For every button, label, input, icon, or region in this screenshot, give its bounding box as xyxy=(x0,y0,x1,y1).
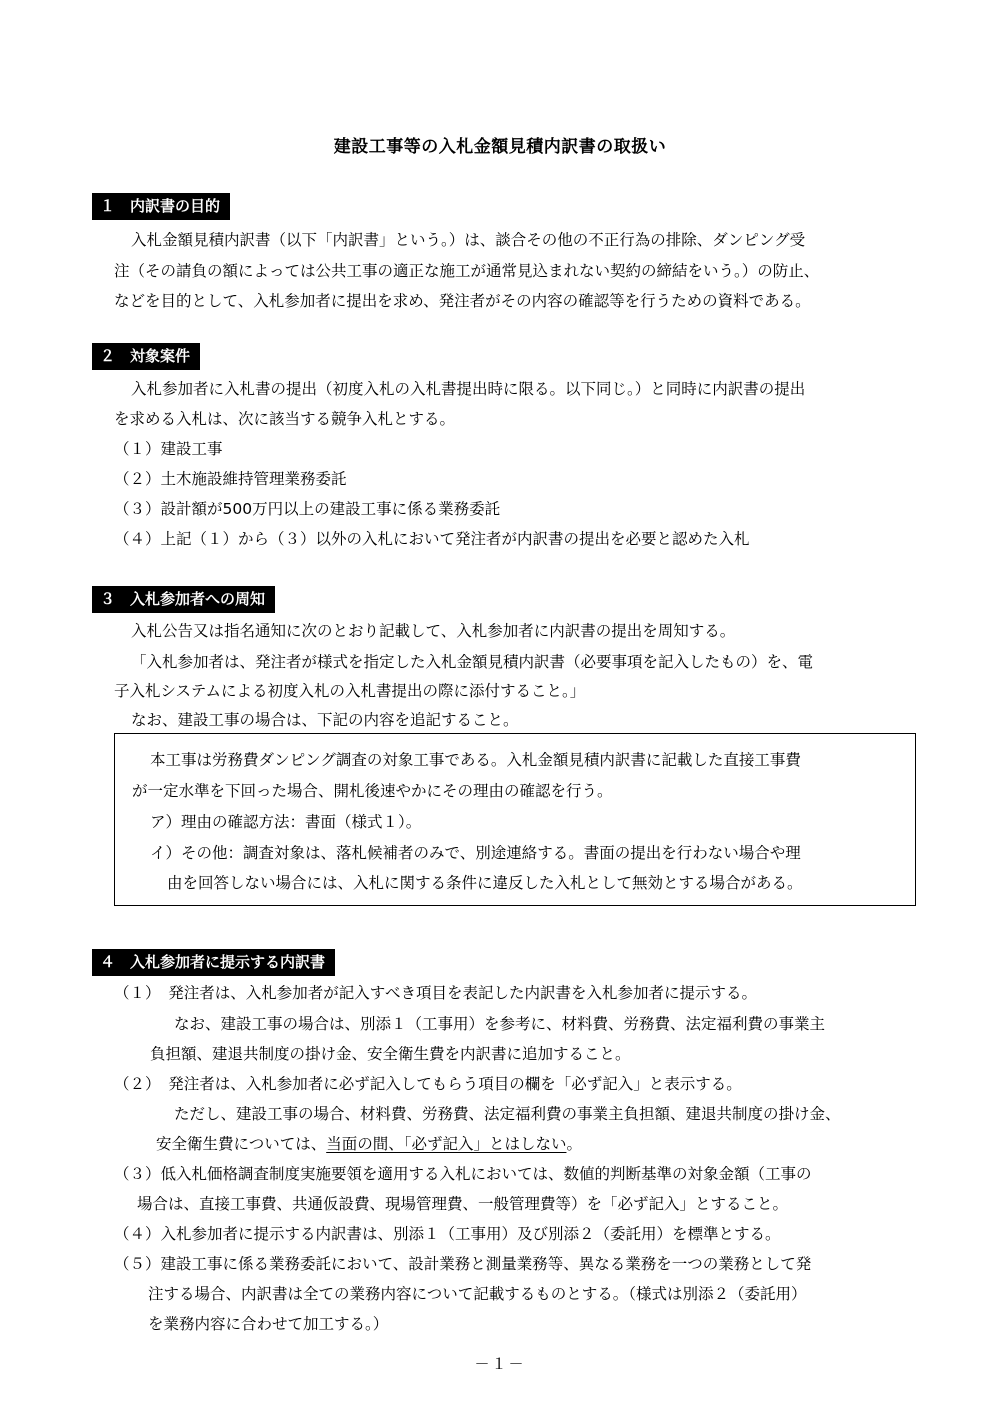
list-item: （１）建設工事 xyxy=(114,440,223,458)
notice-box xyxy=(114,733,916,906)
paragraph-line: 注する場合、内訳書は全ての業務内容について記載するものとする。（様式は別添２（委託用） xyxy=(148,1285,807,1303)
paragraph-line: なお、建設工事の場合は、下記の内容を追記すること。 xyxy=(131,711,519,729)
paragraph-line: 子入札システムによる初度入札の入札書提出の際に添付すること。」 xyxy=(114,682,586,700)
list-item: （２）土木施設維持管理業務委託 xyxy=(114,470,347,488)
box-line: ア）理由の確認方法：書面（様式１）。 xyxy=(150,813,422,831)
section-title: 入札参加者に提示する内訳書 xyxy=(130,953,326,971)
box-line: 由を回答しない場合には、入札に関する条件に違反した入札として無効とする場合がある。 xyxy=(167,874,803,892)
section-title: 対象案件 xyxy=(130,347,191,365)
section-2-heading xyxy=(92,343,200,370)
paragraph-line: を求める入札は、次に該当する競争入札とする。 xyxy=(114,410,456,428)
list-item: （３）設計額が500万円以上の建設工事に係る業務委託 xyxy=(114,500,501,518)
paragraph-line: 場合は、直接工事費、共通仮設費、現場管理費、一般管理費等）を「必ず記入」とすること。 xyxy=(137,1195,789,1213)
paragraph-line: 「入札参加者は、発注者が様式を指定した入札金額見積内訳書（必要事項を記入したもの）を、電 xyxy=(131,653,814,671)
paragraph-line: 入札金額見積内訳書（以下「内訳書」という。）は、談合その他の不正行為の排除、ダンピング受 xyxy=(131,231,806,249)
list-item: （２） 発注者は、入札参加者に必ず記入してもらう項目の欄を「必ず記入」と表示する。 xyxy=(114,1075,742,1093)
paragraph-line: 注（その請負の額によっては公共工事の適正な施工が通常見込まれない契約の締結をいう。）の防止、 xyxy=(114,262,820,280)
paragraph-line xyxy=(156,1133,582,1155)
paragraph-line: なお、建設工事の場合は、別添１（工事用）を参考に、材料費、労務費、法定福利費の事業主 xyxy=(174,1015,826,1033)
underlined-note: 当面の間、「必ず記入」とはしない xyxy=(326,1135,567,1153)
list-item: （３）低入札価格調査制度実施要領を適用する入札においては、数値的判断基準の対象金額（工事の xyxy=(114,1165,812,1183)
section-title: 入札参加者への周知 xyxy=(130,590,266,608)
box-line: が一定水準を下回った場合、開札後速やかにその理由の確認を行う。 xyxy=(132,782,613,800)
paragraph-line: 入札参加者に入札書の提出（初度入札の入札書提出時に限る。以下同じ。）と同時に内訳書の提出 xyxy=(131,380,806,398)
paragraph-line: などを目的として、入札参加者に提出を求め、発注者がその内容の確認等を行うための資料である。 xyxy=(114,292,811,310)
paragraph-line: 負担額、建退共制度の掛け金、安全衛生費を内訳書に追加すること。 xyxy=(150,1045,631,1063)
section-1-heading xyxy=(92,193,230,220)
section-4-heading xyxy=(92,949,335,976)
paragraph-line: ただし、建設工事の場合、材料費、労務費、法定福利費の事業主負担額、建退共制度の掛け金、 xyxy=(174,1105,841,1123)
paragraph-line: を業務内容に合わせて加工する。） xyxy=(148,1315,389,1333)
section-number: ４ xyxy=(100,953,116,971)
page-number: －１－ xyxy=(474,1355,526,1373)
list-item: （４）入札参加者に提示する内訳書は、別添１（工事用）及び別添２（委託用）を標準とする。 xyxy=(114,1225,781,1243)
line-prefix: 安全衛生費については、 xyxy=(156,1135,327,1153)
section-title: 内訳書の目的 xyxy=(130,197,221,215)
paragraph-line: 入札公告又は指名通知に次のとおり記載して、入札参加者に内訳書の提出を周知する。 xyxy=(131,622,736,640)
document-title: 建設工事等の入札金額見積内訳書の取扱い xyxy=(333,137,667,157)
section-number: ３ xyxy=(100,590,116,608)
list-item: （１） 発注者は、入札参加者が記入すべき項目を表記した内訳書を入札参加者に提示する。 xyxy=(114,984,757,1002)
section-number: １ xyxy=(100,197,116,215)
list-item: （４）上記（１）から（３）以外の入札において発注者が内訳書の提出を必要と認めた入札 xyxy=(114,530,750,548)
line-suffix: 。 xyxy=(566,1135,582,1153)
box-line: 本工事は労務費ダンピング調査の対象工事である。入札金額見積内訳書に記載した直接工事費 xyxy=(150,751,801,769)
list-item: （５）建設工事に係る業務委託において、設計業務と測量業務等、異なる業務を一つの業務として発 xyxy=(114,1255,812,1273)
section-3-heading xyxy=(92,586,275,613)
box-line: イ）その他：調査対象は、落札候補者のみで、別途連絡する。書面の提出を行わない場合や理 xyxy=(150,844,801,862)
section-number: ２ xyxy=(100,347,116,365)
